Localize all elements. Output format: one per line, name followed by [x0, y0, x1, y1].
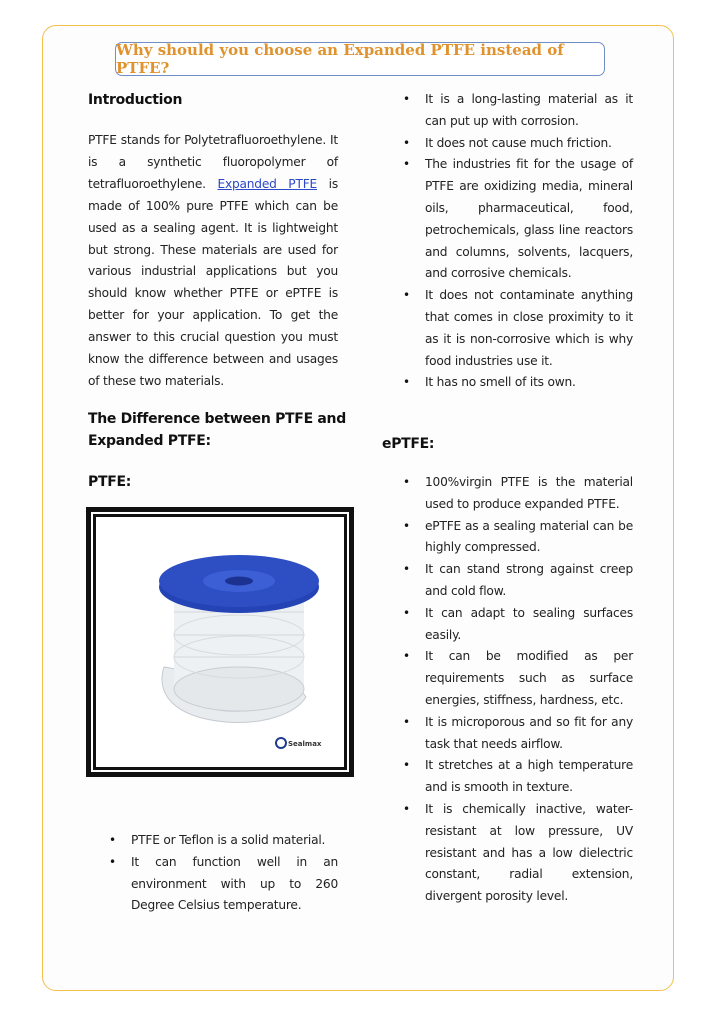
list-item: • It can function well in an environment with up to 260 Degree Celsius temperature. — [103, 852, 338, 917]
list-item: • ePTFE as a sealing material can be highly compressed. — [397, 516, 633, 560]
intro-text-1: PTFE stands for Polytetrafluoroethylene. It is a synthetic fluoropolymer of tetrafluoroethylene. — [88, 133, 338, 191]
ptfe-heading: PTFE: — [88, 474, 132, 490]
difference-heading — [88, 408, 346, 452]
ptfe-bullet-list-left — [103, 830, 338, 917]
page-title: Why should you choose an Expanded PTFE instead of PTFE? — [116, 41, 564, 77]
introduction-heading: Introduction — [88, 92, 183, 108]
eptfe-heading: ePTFE: — [382, 436, 435, 452]
list-item: • It stretches at a high temperature and is smooth in texture. — [397, 755, 633, 799]
list-item: • It is a long-lasting material as it can put up with corrosion. — [397, 89, 633, 133]
list-item: • It can adapt to sealing surfaces easily. — [397, 603, 633, 647]
list-item: • 100%virgin PTFE is the material used to produce expanded PTFE. — [397, 472, 633, 516]
list-item: • It has no smell of its own. — [397, 372, 633, 394]
difference-heading-line1: The Difference between PTFE and — [88, 411, 346, 427]
list-item: • It is microporous and so fit for any task that needs airflow. — [397, 712, 633, 756]
sealmax-logo-text: Sealmax — [288, 740, 322, 748]
list-item: • The industries fit for the usage of PTFE are oxidizing media, mineral oils, pharmaceutical, food, petrochemicals, glass line reactors and columns, solvents, lacquers, and corrosive chemicals. — [397, 154, 633, 285]
ptfe-bullet-list-right — [397, 89, 633, 394]
expanded-ptfe-link[interactable]: Expanded PTFE — [217, 176, 318, 191]
list-item: • It does not contaminate anything that comes in close proximity to it as it is non-corrosive which is why food industries use it. — [397, 285, 633, 372]
ptfe-tape-photo — [96, 517, 344, 767]
introduction-paragraph — [88, 130, 338, 393]
title-box — [115, 42, 605, 76]
eptfe-bullet-list — [397, 472, 633, 908]
product-photo-frame — [86, 507, 354, 777]
ptfe-tape-reel-image — [96, 517, 342, 765]
list-item: • It is chemically inactive, water-resistant at low pressure, UV resistant and has a low dielectric constant, radial extension, divergent porosity level. — [397, 799, 633, 908]
list-item: • PTFE or Teflon is a solid material. — [103, 830, 338, 852]
list-item: • It can stand strong against creep and cold flow. — [397, 559, 633, 603]
sealmax-logo — [276, 738, 322, 748]
list-item: • It does not cause much friction. — [397, 133, 633, 155]
list-item: • It can be modified as per requirements such as surface energies, stiffness, hardness, etc. — [397, 646, 633, 711]
intro-text-2: is made of 100% pure PTFE which can be used as a sealing agent. It is lightweight but strong. These materials are used for various industrial applications but you should know whether PTFE or ePTFE is better for your application. To get the answer to this crucial question you must know the difference between and usages of these two materials. — [88, 176, 338, 388]
difference-heading-line2: Expanded PTFE: — [88, 433, 211, 449]
